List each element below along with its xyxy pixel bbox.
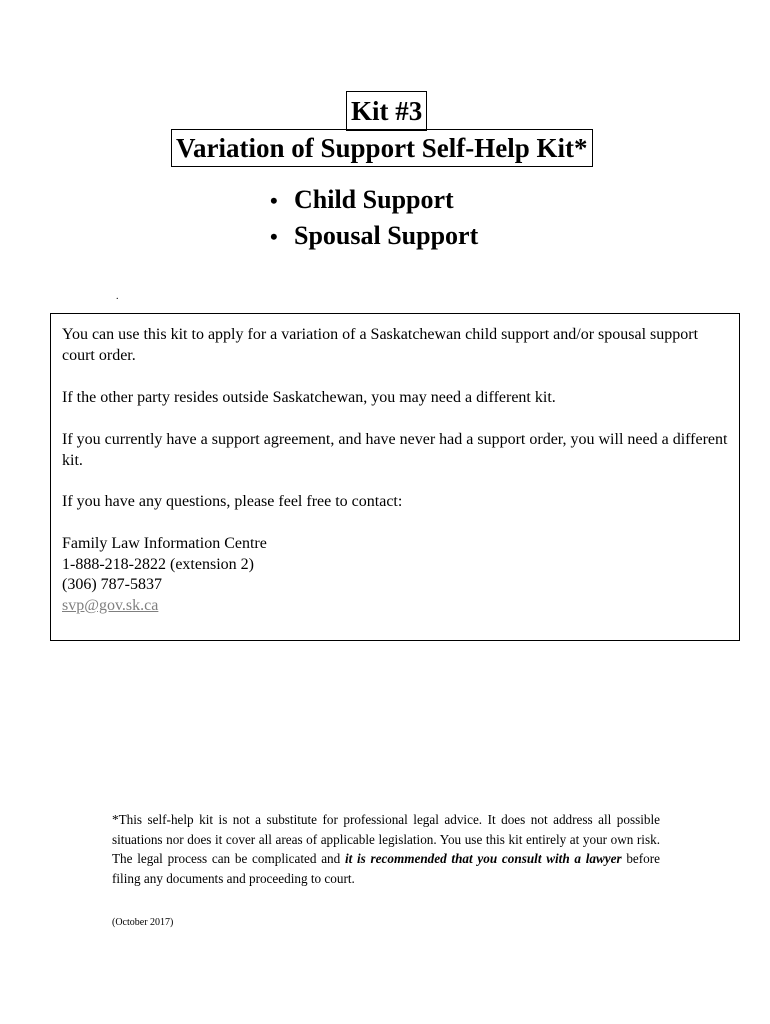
contact-toll-free: 1-888-218-2822 (extension 2) xyxy=(62,555,254,573)
disclaimer xyxy=(112,810,660,888)
disclaimer-text-end: before filing any documents and proceeding to court. xyxy=(112,851,660,886)
disclaimer-text-start: *This self-help kit is not a substitute for professional legal advice. It does not address all possible situations nor does it cover all areas of applicable legislation. You use this kit entirely at your own risk. The legal process can be complicated and xyxy=(112,812,660,866)
contact-email-link[interactable]: svp@gov.sk.ca xyxy=(62,596,159,614)
bullet-icon: • xyxy=(270,188,278,213)
bullet-icon: • xyxy=(270,224,278,249)
contact-organization: Family Law Information Centre xyxy=(62,535,267,552)
support-type-child: Child Support xyxy=(294,185,454,214)
contact-local-phone: (306) 787-5837 xyxy=(62,576,162,593)
support-type-spousal: Spousal Support xyxy=(294,221,479,250)
info-paragraph-outside-province: If the other party resides outside Saskatchewan, you may need a different kit. xyxy=(62,389,556,406)
info-paragraph-questions: If you have any questions, please feel free to contact: xyxy=(62,493,403,510)
stray-mark: . xyxy=(116,291,119,302)
contact-block xyxy=(62,534,729,616)
list-item xyxy=(270,218,478,254)
list-item xyxy=(270,182,478,218)
support-type-list xyxy=(270,182,478,254)
info-box xyxy=(50,313,740,641)
date-note: (October 2017) xyxy=(112,917,174,928)
info-paragraph-usage: You can use this kit to apply for a variation of a Saskatchewan child support and/or spousal support court order. xyxy=(62,326,699,364)
disclaimer-emphasis: it is recommended that you consult with a lawyer xyxy=(344,851,622,866)
info-paragraph-agreement: If you currently have a support agreement, and have never had a support order, you will need a different kit. xyxy=(62,431,728,469)
page-title: Variation of Support Self-Help Kit* xyxy=(171,129,593,167)
kit-number-heading: Kit #3 xyxy=(346,91,427,131)
